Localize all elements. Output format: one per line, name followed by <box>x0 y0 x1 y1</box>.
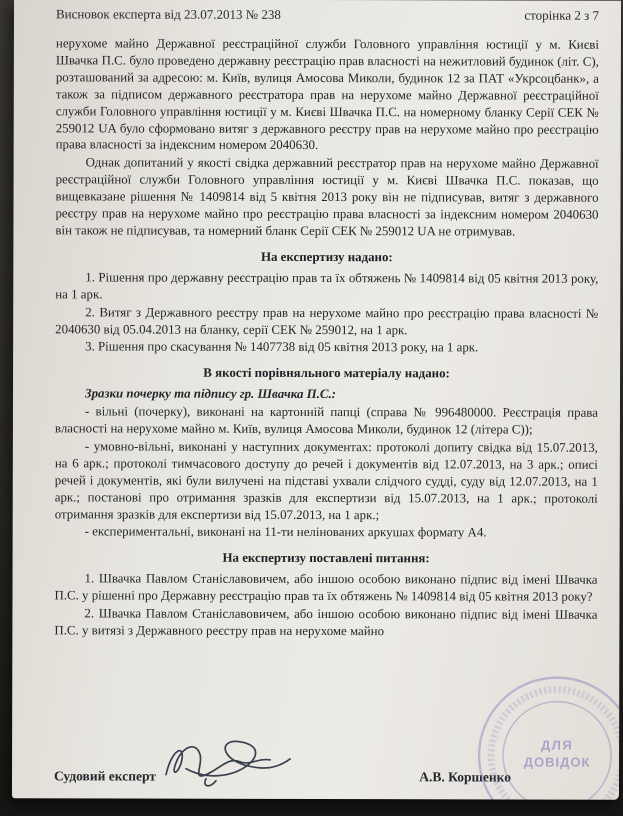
expert-name: А.В. Коршенко <box>419 769 512 785</box>
list-item: 1. Рішення про державну реєстрацію прав та їх обтяжень № 1409814 від 05 квітня 2013 року, на 1 арк. <box>55 270 599 302</box>
document-header-title: Висновок експерта від 23.07.2013 № 238 <box>55 6 281 22</box>
list-item: 2. Витяг з Державного реєстру прав на нерухоме майно про реєстрацію права власності № 2040630 від 05.04.2013 на бланку, серії СЕК № 259012, на 1 арк. <box>55 304 599 337</box>
section-subheading-samples: Зразки почерку та підпису гр. Швачка П.С.: <box>84 386 337 402</box>
section-heading-questions: На експертизу поставлені питання: <box>222 551 430 566</box>
list-item: - умовно-вільні, виконані у наступних документах: протоколі допиту свідка від 15.07.2013, на 6 арк.; протоколі тимчасового доступу до речей і документів від 12.07.2013, на 3 арк.; описі речей і документів, які були вилучені на підставі ухвали слідчого судді, суду від 12.07.2013, на 1 арк.; постанові про отримання зразків для експертизи від 15.07.2013, на 1 арк.; протоколі отримання зразків для експертизи від 15.07.2013, на 1 арк.; <box>54 439 598 522</box>
section-heading-provided: На експертизу надано: <box>260 249 393 265</box>
document-paragraph: нерухоме майно Державної реєстраційної служби Головного управління юстиції у м. Києві Швачка П.С. було проведено державну реєстрацію прав власності на нежитловий будинок (літ. С), розташований за адресою: м. Київ, вулиця Амосова Миколи, будинок 12 за ПАТ «Укрсоцбанк», а також за підписом державного реєстратора прав на нерухоме майно Державної реєстраційної служби Головного управління юстиції у м. Києві Швачка П.С. на номерному бланку Серії СЕК № 259012 UA було сформовано витяг з державного реєстру прав на нерухоме майно про реєстрацію права власності за індексним номером 2040630. <box>55 36 599 153</box>
expert-label: Судовий експерт <box>53 768 156 784</box>
page-number: сторінка 2 з 7 <box>524 7 600 23</box>
list-item: - вільні (почерку), виконані на картонній папці (справа № 996480000. Реєстрація права власності на нерухоме майно м. Київ, вулиця Амосова Миколи, будинок 12 (літера С)); <box>54 404 598 437</box>
stamp-text-line1: ДЛЯ <box>540 737 574 753</box>
list-item: 3. Рішення про скасування № 1407738 від 05 квітня 2013 року, на 1 арк. <box>85 339 479 355</box>
stamp-text-line2: ДОВІДОК <box>523 754 591 770</box>
section-heading-comparative: В якості порівняльного матеріалу надано: <box>203 366 450 381</box>
document-footer <box>54 768 597 785</box>
document-paragraph: Однак допитаний у якості свідка державний реєстратор прав на нерухоме майно Державної реєстраційної служби Головного управління юстиції у м. Києві Швачка П.С. показав, що вищевказане рішення № 1409814 від 5 квітня 2013 року він не підписував, витяг з державного реєстру прав на нерухоме майно про реєстрацію права власності за індексним номером 2040630 він також не підписував, та номерний бланк Серії СЕК № 259012 UA не отримував. <box>55 155 599 239</box>
list-item: - експериментальні, виконані на 11-ти нелінованих аркушах формату А4. <box>84 524 487 540</box>
document-header <box>56 6 599 23</box>
document-page <box>12 0 621 800</box>
list-item: 2. Швачка Павлом Станіславовичем, або іншою особою виконано підпис від імені Швачка П.С. у витязі з Державного реєстру прав на нерухоме майно <box>54 606 598 639</box>
list-item: 1. Швачка Павлом Станіславовичем, або іншою особою виконано підпис від імені Швачка П.С. у рішенні про Державну реєстрацію прав та їх обтяжень № 1409814 від 05 квітня 2013 року? <box>54 571 598 604</box>
document-body <box>54 35 599 640</box>
